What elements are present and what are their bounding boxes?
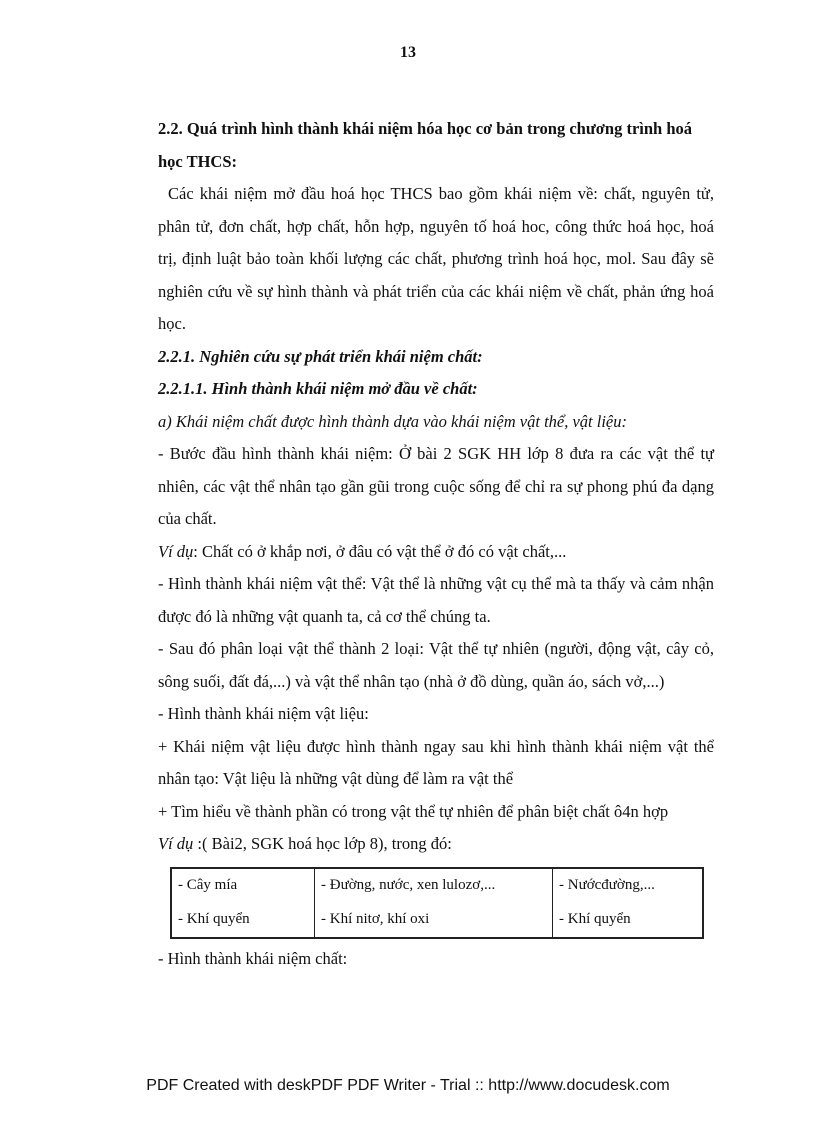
paragraph-substance-heading: - Hình thành khái niệm chất: (158, 948, 348, 968)
paragraph-material-2: + Tìm hiểu về thành phần có trong vật thể tự nhiên để phân biệt chất ô4n hợp (158, 801, 669, 821)
table-cell: - Nướcđường,... (553, 868, 704, 903)
subheading-a: a) Khái niệm chất được hình thành dựa vào khái niệm vật thể, vật liệu: (158, 411, 628, 431)
table-cell: - Khí nitơ, khí oxi (315, 903, 553, 938)
example-2-label: Ví dụ (158, 834, 194, 853)
example-1-label: Ví dụ (158, 541, 194, 561)
paragraph-material-heading: - Hình thành khái niệm vật liệu: (158, 704, 369, 723)
paragraph-step-1: - Bước đầu hình thành khái niệm: Ở bài 2 SGK HH lớp 8 đưa ra các vật thể tự nhiên, các vật thể nhân tạo gần gũi trong cuộc sống để chỉ ra sự phong phú đa dạng của chất. (158, 444, 714, 528)
table-cell: - Cây mía (171, 868, 315, 903)
table-cell: - Khí quyển (171, 903, 315, 938)
pdf-footer-watermark: PDF Created with deskPDF PDF Writer - Trial :: http://www.docudesk.com (146, 1077, 670, 1094)
paragraph-object-concept: - Hình thành khái niệm vật thể: Vật thể là những vật cụ thể mà ta thấy và cảm nhận được đó là những vật quanh ta, cả cơ thể chúng ta. (158, 574, 714, 626)
table-cell: - Đường, nước, xen lulozơ,... (315, 868, 553, 903)
table-row (171, 903, 703, 938)
paragraph-classify: - Sau đó phân loại vật thể thành 2 loại: Vật thể tự nhiên (người, động vật, cây cỏ, sông suối, đất đá,...) và vật thể nhân tạo (nhà ở đồ dùng, quần áo, sách vở,...) (158, 639, 714, 691)
example-2 (158, 828, 714, 861)
page-number: 13 (400, 44, 416, 61)
example-1 (158, 536, 714, 569)
example-1-text: : Chất có ở khắp nơi, ở đâu có vật thể ở đó có vật chất,... (193, 541, 567, 561)
table-cell: - Khí quyển (553, 903, 704, 938)
intro-paragraph: Các khái niệm mở đầu hoá học THCS bao gồm khái niệm về: chất, nguyên tử, phân tử, đơn chất, hợp chất, hỗn hợp, nguyên tố hoá hoc, công thức hoá học, hoá trị, định luật bảo toàn khối lượng các chất, phương trình hoá học, mol. Sau đây sẽ nghiên cứu về sự hình thành và phát triển của các khái niệm về chất, phản ứng hoá học. (158, 184, 714, 333)
document-body (158, 113, 714, 975)
example-2-text: :( Bài2, SGK hoá học lớp 8), trong đó: (193, 834, 452, 853)
table-row (171, 868, 703, 903)
examples-table (170, 867, 704, 939)
paragraph-material-1: + Khái niệm vật liệu được hình thành ngay sau khi hình thành khái niệm vật thể nhân tạo: Vật liệu là những vật dùng để làm ra vật thể (158, 736, 714, 788)
subheading-2-2-1: 2.2.1. Nghiên cứu sự phát triển khái niệm chất: (158, 346, 483, 366)
subheading-2-2-1-1: 2.2.1.1. Hình thành khái niệm mở đầu về chất: (158, 379, 478, 398)
section-heading: 2.2. Quá trình hình thành khái niệm hóa học cơ bản trong chương trình hoá học THCS: (158, 119, 693, 171)
